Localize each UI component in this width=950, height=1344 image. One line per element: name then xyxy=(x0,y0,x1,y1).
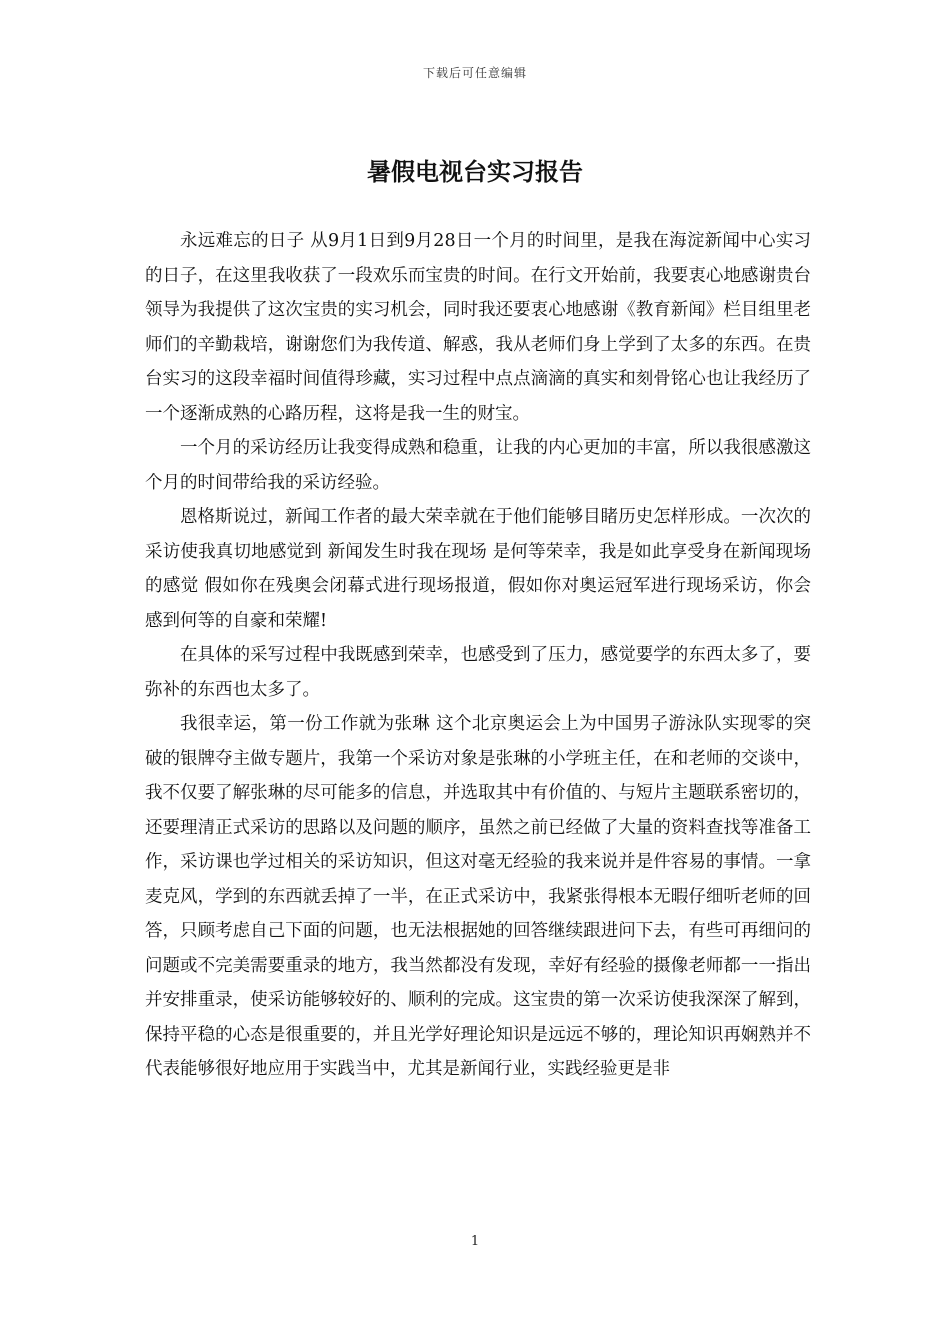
paragraph: 恩格斯说过，新闻工作者的最大荣幸就在于他们能够目睹历史怎样形成。一次次的采访使我真切地感觉到 新闻发生时我在现场 是何等荣幸，我是如此享受身在新闻现场的感觉 假如你在残奥会闭幕式进行现场报道，假如你对奥运冠军进行现场采访，你会感到何等的自豪和荣耀! xyxy=(145,507,811,631)
paragraph: 我很幸运，第一份工作就为张琳 这个北京奥运会上为中国男子游泳队实现零的突破的银牌夺主做专题片，我第一个采访对象是张琳的小学班主任，在和老师的交谈中，我不仅要了解张琳的尽可能多的信息，并选取其中有价值的、与短片主题联系密切的，还要理清正式采访的思路以及问题的顺序，虽然之前已经做了大量的资料查找等准备工作，采访课也学过相关的采访知识，但这对毫无经验的我来说并是件容易的事情。一拿麦克风，学到的东西就丢掉了一半，在正式采访中，我紧张得根本无暇仔细听老师的回答，只顾考虑自己下面的问题，也无法根据她的回答继续跟进问下去，有些可再细问的问题或不完美需要重录的地方，我当然都没有发现，幸好有经验的摄像老师都一一指出并安排重录，使采访能够较好的、顺利的完成。这宝贵的第一次采访使我深深了解到，保持平稳的心态是很重要的，并且光学好理论知识是远远不够的，理论知识再娴熟并不代表能够很好地应用于实践当中，尤其是新闻行业，实践经验更是非 xyxy=(145,714,811,1079)
document-title: 暑假电视台实习报告 xyxy=(367,158,583,186)
document-body xyxy=(145,224,811,1087)
page-number: 1 xyxy=(470,1234,480,1249)
paragraph: 永远难忘的日子 从9月1日到9月28日一个月的时间里，是我在海淀新闻中心实习的日子，在这里我收获了一段欢乐而宝贵的时间。在行文开始前，我要衷心地感谢贵台领导为我提供了这次宝贵的实习机会，同时我还要衷心地感谢《教育新闻》栏目组里老师们的辛勤栽培，谢谢您们为我传道、解惑，我从老师们身上学到了太多的东西。在贵台实习的这段幸福时间值得珍藏，实习过程中点点滴滴的真实和刻骨铭心也让我经历了一个逐渐成熟的心路历程，这将是我一生的财宝。 xyxy=(145,231,811,424)
paragraph: 在具体的采写过程中我既感到荣幸，也感受到了压力，感觉要学的东西太多了，要弥补的东西也太多了。 xyxy=(145,645,811,700)
paragraph: 一个月的采访经历让我变得成熟和稳重，让我的内心更加的丰富，所以我很感激这个月的时间带给我的采访经验。 xyxy=(145,438,811,493)
header-note: 下载后可任意编辑 xyxy=(422,66,527,80)
